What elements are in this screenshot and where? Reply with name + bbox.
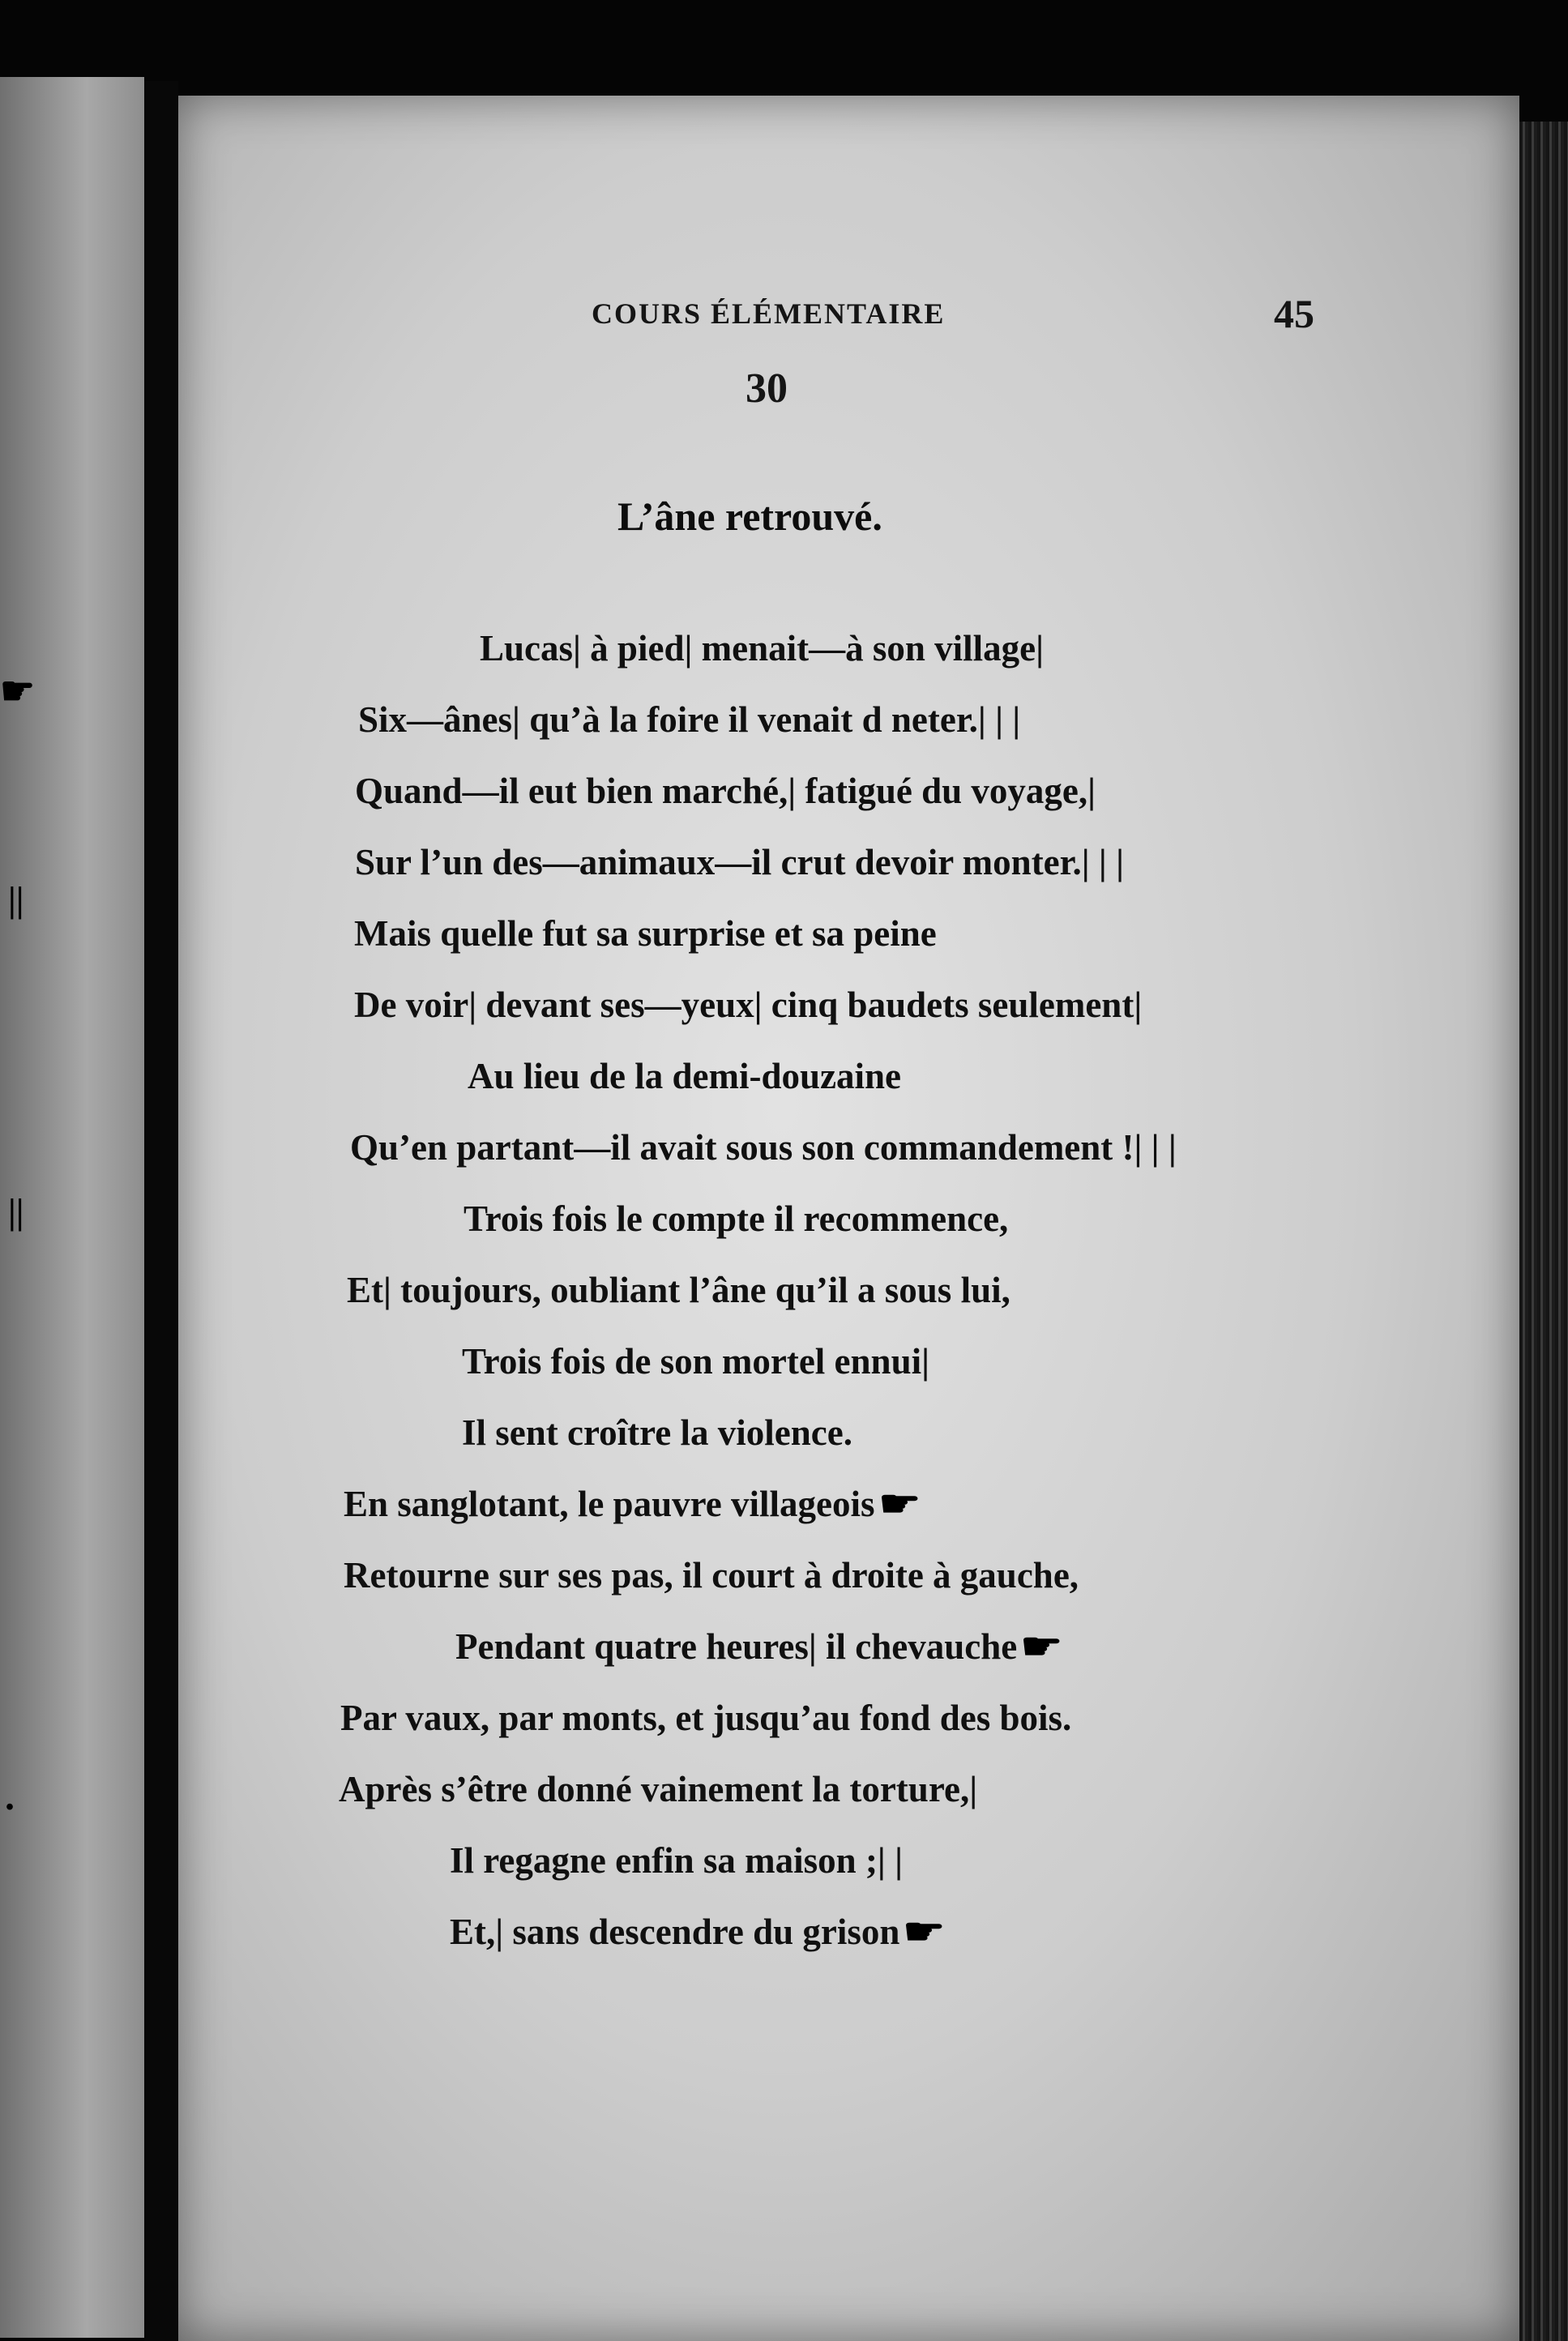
poem-line [355, 773, 1096, 810]
poem-line-text: Et,| sans descendre du grison [450, 1912, 900, 1952]
prev-page-bar-mark: || [8, 880, 24, 920]
prev-page-hand-icon: ☛ [0, 670, 36, 713]
poem-line-text: En sanglotant, le pauvre villageois [344, 1484, 875, 1524]
page-stack-edge [1519, 122, 1568, 2341]
poem-line [450, 1840, 904, 1881]
poem-title: L’âne retrouvé. [617, 493, 882, 539]
poem-line [339, 1771, 977, 1808]
poem-line-text: Sur l’un des—animaux—il crut devoir monter.| | | [355, 842, 1124, 882]
poem-line-text: De voir| devant ses—yeux| cinq baudets seulement| [354, 985, 1143, 1025]
poem-line-text: Il regagne enfin sa maison ;| | [450, 1840, 904, 1881]
poem-line [468, 1058, 901, 1095]
poem-line-text: Trois fois de son mortel ennui| [462, 1341, 930, 1382]
poem-line [354, 987, 1142, 1023]
poem-line [344, 1557, 1079, 1594]
poem-line [462, 1341, 930, 1382]
prev-page-bar-mark: || [8, 1192, 24, 1232]
poem-line [344, 1484, 921, 1524]
poem-line [347, 1272, 1010, 1309]
poem-line-text: Mais quelle fut sa surprise et sa peine [354, 913, 937, 954]
poem-line-text: Il sent croître la violence. [462, 1412, 852, 1453]
poem-line [480, 630, 1044, 667]
poem-line [350, 1127, 1177, 1168]
poem-line [354, 913, 937, 954]
poem-line-text: Quand—il eut bien marché,| fatigué du voyage,| [355, 771, 1096, 811]
book-gutter [144, 81, 178, 2341]
poem-line [462, 1412, 852, 1453]
poem-line-text: Retourne sur ses pas, il court à droite à gauche, [344, 1555, 1079, 1596]
pointing-hand-icon: ☛ [878, 1484, 921, 1524]
page-number: 45 [1274, 291, 1314, 336]
poem-line [355, 844, 1124, 881]
poem-line-text: Et| toujours, oubliant l’âne qu’il a sous lui, [347, 1270, 1010, 1310]
poem-line [340, 1700, 1071, 1737]
previous-page-edge [0, 77, 144, 2338]
poem-line [450, 1912, 946, 1952]
poem-line-text: Trois fois le compte il recommence, [464, 1198, 1009, 1239]
poem-line [455, 1626, 1063, 1667]
pointing-hand-icon: ☛ [1020, 1626, 1063, 1667]
poem-line-text: Au lieu de la demi-douzaine [468, 1056, 902, 1096]
poem-line [358, 699, 1021, 740]
poem-line-text: Pendant quatre heures| il chevauche [455, 1626, 1018, 1667]
poem-line-text: Après s’être donné vainement la torture,| [339, 1769, 978, 1809]
poem-line-text: Qu’en partant—il avait sous son commandement !| | | [350, 1127, 1177, 1168]
prev-page-period-mark: . [5, 1775, 15, 1818]
page-header [0, 290, 1568, 339]
lesson-number: 30 [746, 365, 788, 412]
poem-line-text: Six—ânes| qu’à la foire il venait d neter.| | | [358, 699, 1021, 740]
poem-line [464, 1198, 1009, 1239]
pointing-hand-icon: ☛ [903, 1912, 946, 1952]
running-title: COURS ÉLÉMENTAIRE [592, 297, 946, 330]
poem-line-text: Par vaux, par monts, et jusqu’au fond des bois. [340, 1698, 1072, 1738]
poem-line-text: Lucas| à pied| menait—à son village| [480, 628, 1045, 669]
